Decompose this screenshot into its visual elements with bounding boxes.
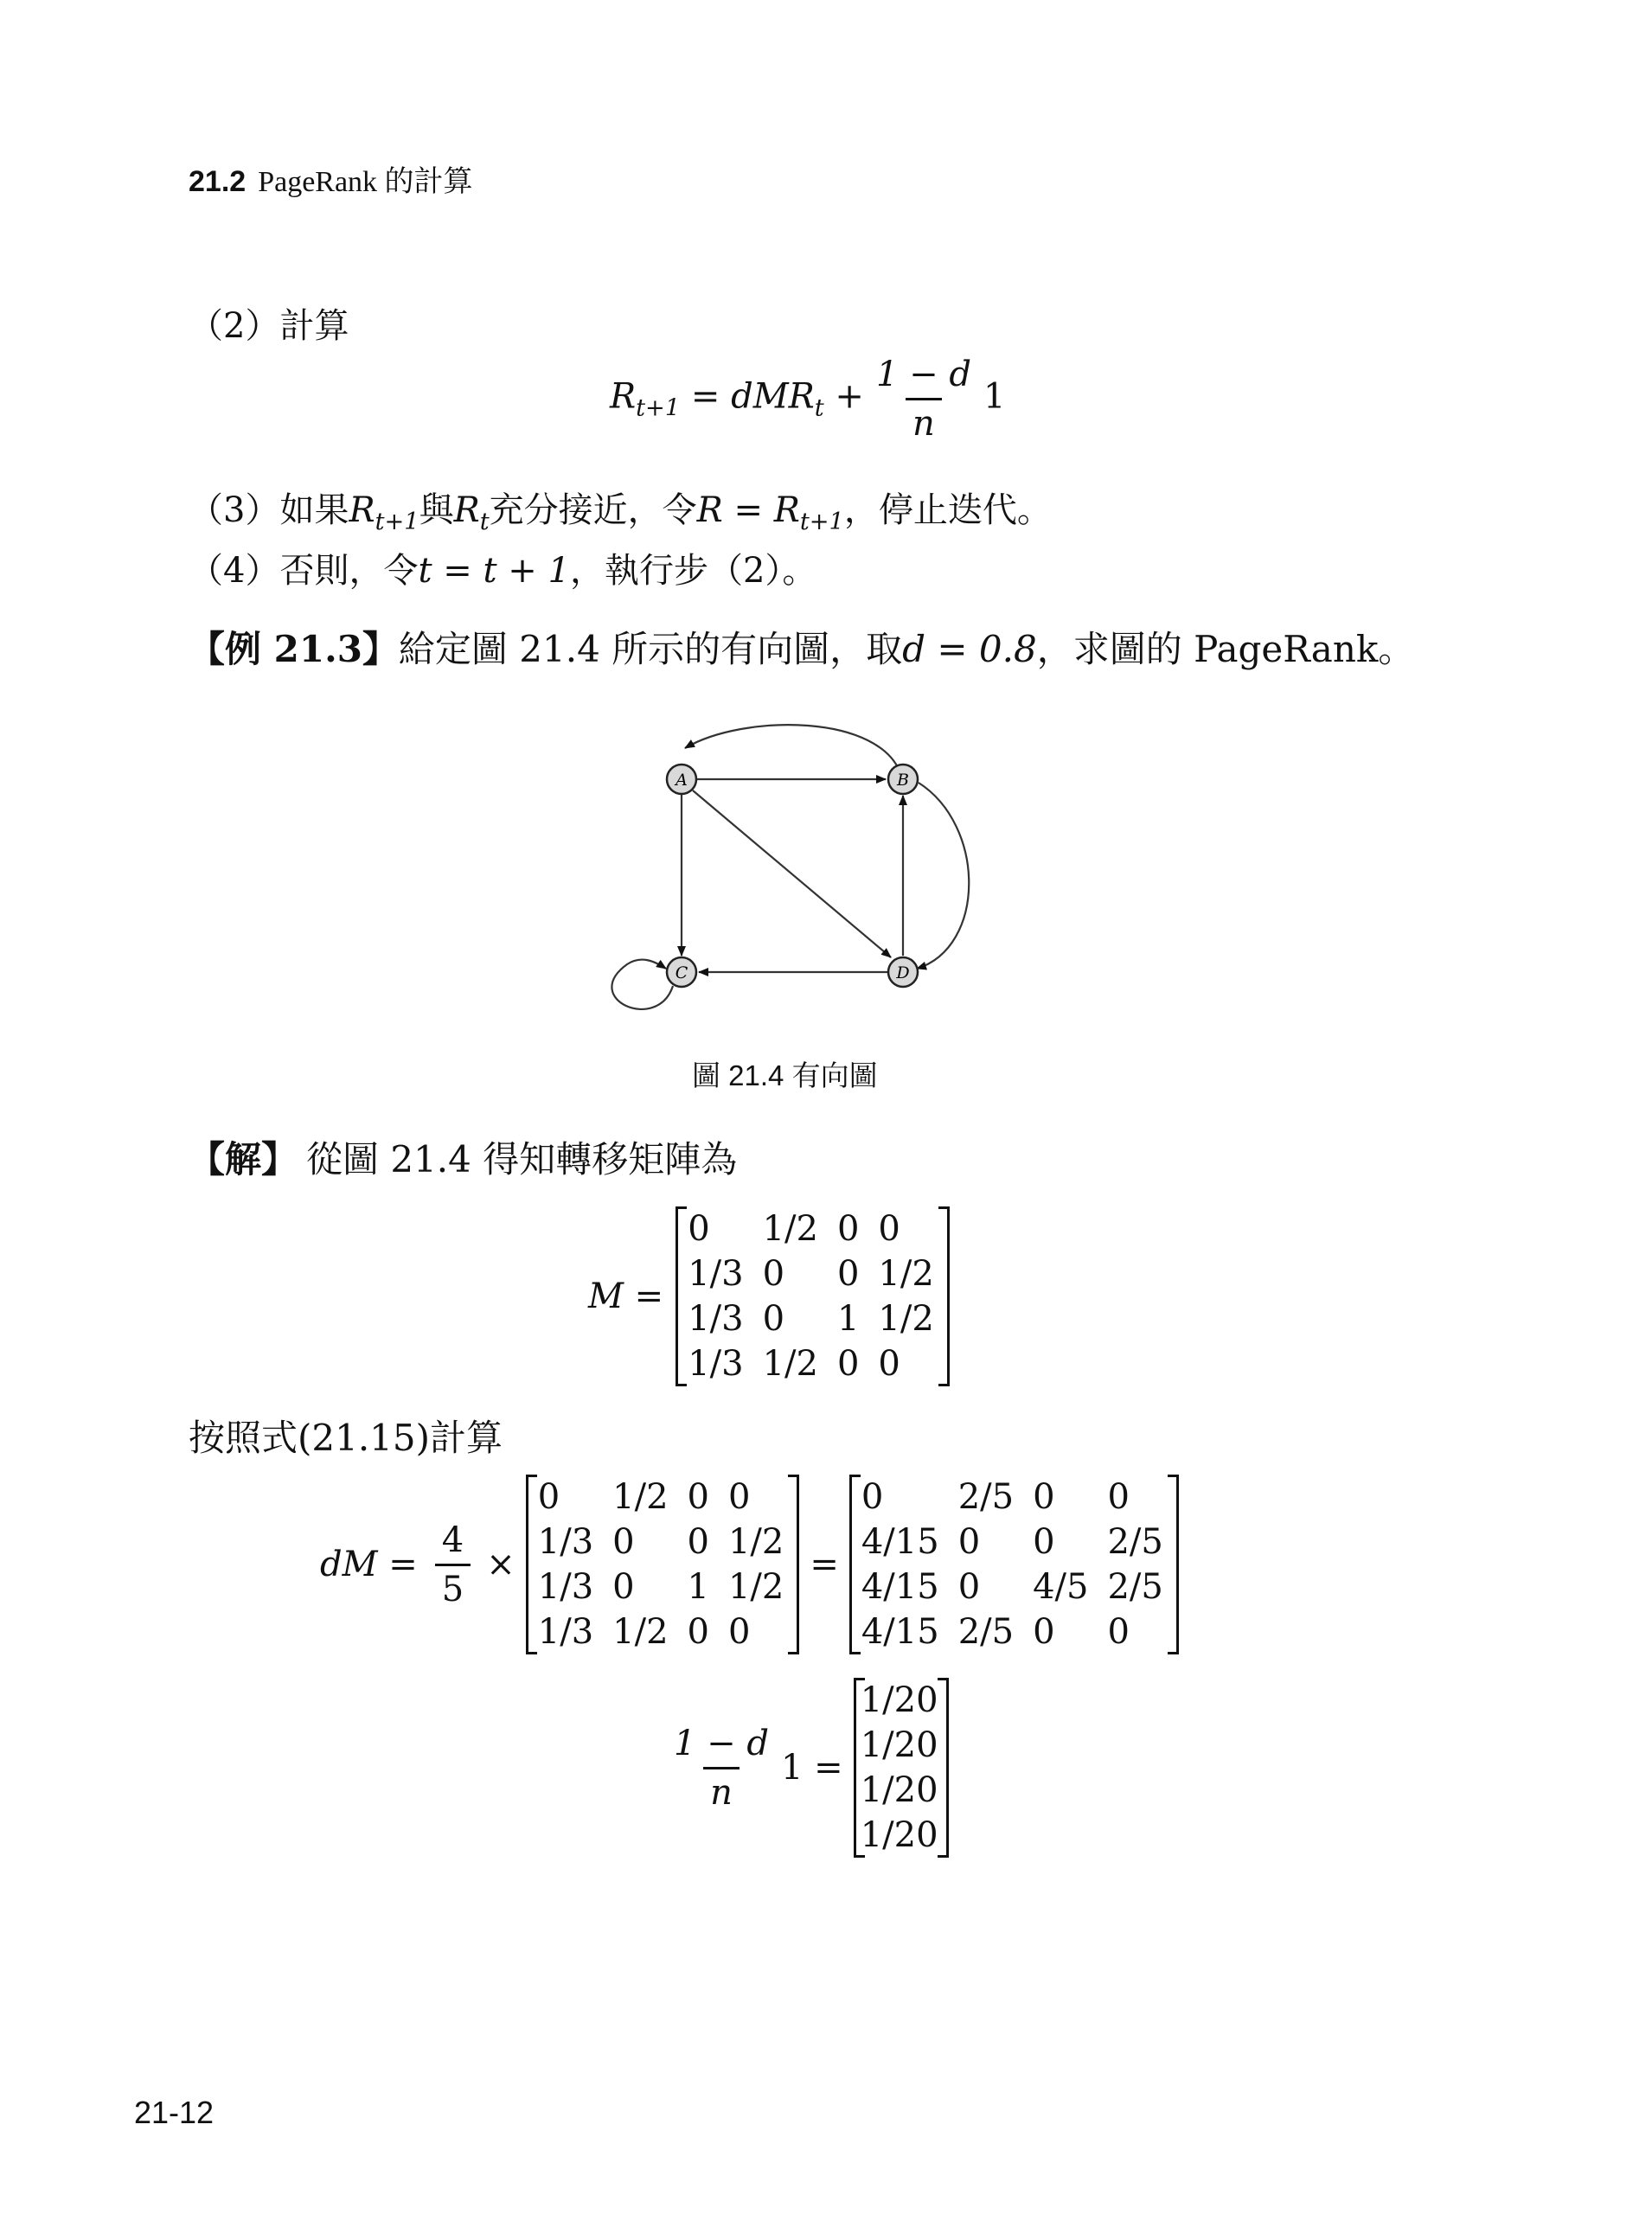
matrix-cell: 4/15 <box>861 1522 939 1562</box>
section-number: 21.2 <box>189 165 247 198</box>
matrix-cell: 0 <box>1033 1522 1055 1562</box>
matrix-cell: 1/2 <box>878 1299 934 1339</box>
matrix-cell: 0 <box>687 1477 709 1517</box>
directed-graph-figure <box>597 696 1003 1033</box>
matrix-cell: 1/2 <box>762 1209 818 1249</box>
matrix-cell: 0 <box>762 1254 785 1294</box>
matrix-cell: 1 <box>836 1299 860 1339</box>
matrix-cell: 1/3 <box>537 1612 594 1652</box>
matrix-cell: 1/2 <box>727 1567 784 1607</box>
matrix-cell: 1/3 <box>688 1344 744 1384</box>
edge-C-C <box>611 960 673 1009</box>
matrix-dM-result <box>849 1475 1179 1654</box>
teleport-vector <box>854 1678 949 1858</box>
matrix-cell: 0 <box>957 1567 981 1607</box>
rule-reference: 按照式(21.15)計算 <box>189 1417 503 1459</box>
matrix-row <box>688 1341 938 1386</box>
fraction: $\frac{1 - d}{n}$ <box>875 355 971 444</box>
matrix-cell: 1/3 <box>688 1254 744 1294</box>
svg-text:A: A <box>676 771 688 790</box>
matrix-cell: 0 <box>1033 1612 1055 1652</box>
step-3: （3）如果$R_{t+1}$與$R_t$充分接近，令$R = R_{t+1}$，停止迭代。 <box>189 490 1052 535</box>
matrix-cell: 0 <box>836 1254 860 1294</box>
section-title: PageRank 的計算 <box>258 166 473 198</box>
example-label: 【例 21.3】 <box>189 628 399 670</box>
svg-text:C: C <box>675 963 688 982</box>
matrix-cell: 4/15 <box>861 1612 939 1652</box>
matrix-cell: 0 <box>878 1344 900 1384</box>
matrix-row <box>538 1475 788 1520</box>
edge-B-D <box>917 783 969 969</box>
vector-cell: 1/20 <box>860 1725 938 1765</box>
matrix-cell: 2/5 <box>957 1477 1015 1517</box>
figure-caption: 圖 21.4 有向圖 <box>692 1059 878 1091</box>
example-statement: 【例 21.3】給定圖 21.4 所示的有向圖，取d = 0.8，求圖的 PageRank。 <box>189 628 1415 670</box>
running-header <box>189 157 473 200</box>
matrix-cell: 0 <box>957 1522 981 1562</box>
matrix-cell: 0 <box>688 1209 710 1249</box>
vector-cell: 1/20 <box>860 1815 938 1855</box>
matrix-cell: 1 <box>687 1567 709 1607</box>
matrix-cell: 0 <box>687 1522 709 1562</box>
matrix-M-equation: M = 0 1/2 0 0 1/3 0 0 1/2 1/3 0 1 1/2 1/3 1/2 0 0 <box>588 1206 950 1386</box>
matrix-cell: 0 <box>537 1477 560 1517</box>
matrix-cell: 2/5 <box>957 1612 1015 1652</box>
matrix-cell: 0 <box>762 1299 785 1339</box>
vector-row <box>861 1678 942 1723</box>
vector-row <box>861 1723 942 1768</box>
matrix-cell: 1/2 <box>727 1522 784 1562</box>
matrix-cell: 2/5 <box>1107 1522 1163 1562</box>
vector-cell: 1/20 <box>860 1770 938 1810</box>
teleport-fraction: $\frac{1 - d}{n}$ <box>674 1723 769 1813</box>
matrix-cell: 0 <box>878 1209 900 1249</box>
vector-row <box>861 1768 942 1813</box>
matrix-row <box>688 1206 938 1251</box>
iteration-formula: $R_{t+1} = dMR_t$ + $\frac{1 - d}{n}$ 1 <box>610 355 1006 444</box>
node-A <box>667 765 696 794</box>
svg-text:D: D <box>896 963 910 982</box>
matrix-cell: 2/5 <box>1107 1567 1163 1607</box>
step-4: （4）否則，令t = t + 1，執行步（2）。 <box>189 551 817 591</box>
matrix-M <box>676 1206 950 1386</box>
vector-cell: 1/20 <box>860 1680 938 1720</box>
svg-text:B: B <box>897 771 909 790</box>
matrix-cell: 0 <box>612 1522 635 1562</box>
scalar-fraction: $\frac{4}{5}$ <box>435 1520 471 1609</box>
step-2: （2）計算 <box>189 306 349 346</box>
matrix-row <box>688 1296 938 1341</box>
matrix-cell: 0 <box>687 1612 709 1652</box>
dM-equation: dM = $\frac{4}{5}$ × 0 1/2 0 0 1/3 0 0 1/2 1/3 0 1 1/2 1/3 1/2 0 0 = 0 2/5 0 0 4/15 0 0 2/5 4/15 0 4/5 2/5 4/15 2/5 0 0 <box>320 1475 1179 1654</box>
matrix-cell: 1/2 <box>612 1477 669 1517</box>
matrix-row <box>861 1520 1167 1565</box>
matrix-cell: 1/3 <box>537 1522 594 1562</box>
node-D <box>888 957 918 987</box>
matrix-cell: 0 <box>836 1344 860 1384</box>
matrix-cell: 0 <box>727 1477 751 1517</box>
matrix-cell: 4/15 <box>861 1567 939 1607</box>
matrix-cell: 0 <box>861 1477 884 1517</box>
matrix-cell: 0 <box>612 1567 635 1607</box>
matrix-M-copy <box>526 1475 800 1654</box>
node-C <box>667 957 696 987</box>
matrix-cell: 1/3 <box>537 1567 594 1607</box>
matrix-row <box>538 1520 788 1565</box>
page-number: 21-12 <box>134 2095 215 2130</box>
matrix-row <box>861 1609 1167 1654</box>
matrix-cell: 0 <box>1107 1612 1130 1652</box>
edge-B-A <box>685 725 901 776</box>
matrix-cell: 1/2 <box>612 1612 669 1652</box>
vector-row <box>861 1813 942 1858</box>
matrix-cell: 1/2 <box>762 1344 818 1384</box>
matrix-cell: 1/2 <box>878 1254 934 1294</box>
matrix-cell: 0 <box>1107 1477 1130 1517</box>
matrix-cell: 0 <box>1033 1477 1055 1517</box>
solution-label: 【解】 <box>189 1138 298 1181</box>
matrix-row <box>861 1565 1167 1609</box>
teleport-equation: $\frac{1 - d}{n}$ 1 = 1/20 1/20 1/20 1/20 <box>662 1678 949 1858</box>
matrix-cell: 4/5 <box>1033 1567 1089 1607</box>
edge-A-D <box>693 790 891 957</box>
matrix-row <box>861 1475 1167 1520</box>
matrix-cell: 1/3 <box>688 1299 744 1339</box>
matrix-cell: 0 <box>727 1612 751 1652</box>
matrix-row <box>538 1565 788 1609</box>
matrix-row <box>538 1609 788 1654</box>
matrix-cell: 0 <box>836 1209 860 1249</box>
node-B <box>888 765 918 794</box>
matrix-row <box>688 1251 938 1296</box>
solution-intro: 【解】 從圖 21.4 得知轉移矩陣為 <box>189 1138 738 1181</box>
